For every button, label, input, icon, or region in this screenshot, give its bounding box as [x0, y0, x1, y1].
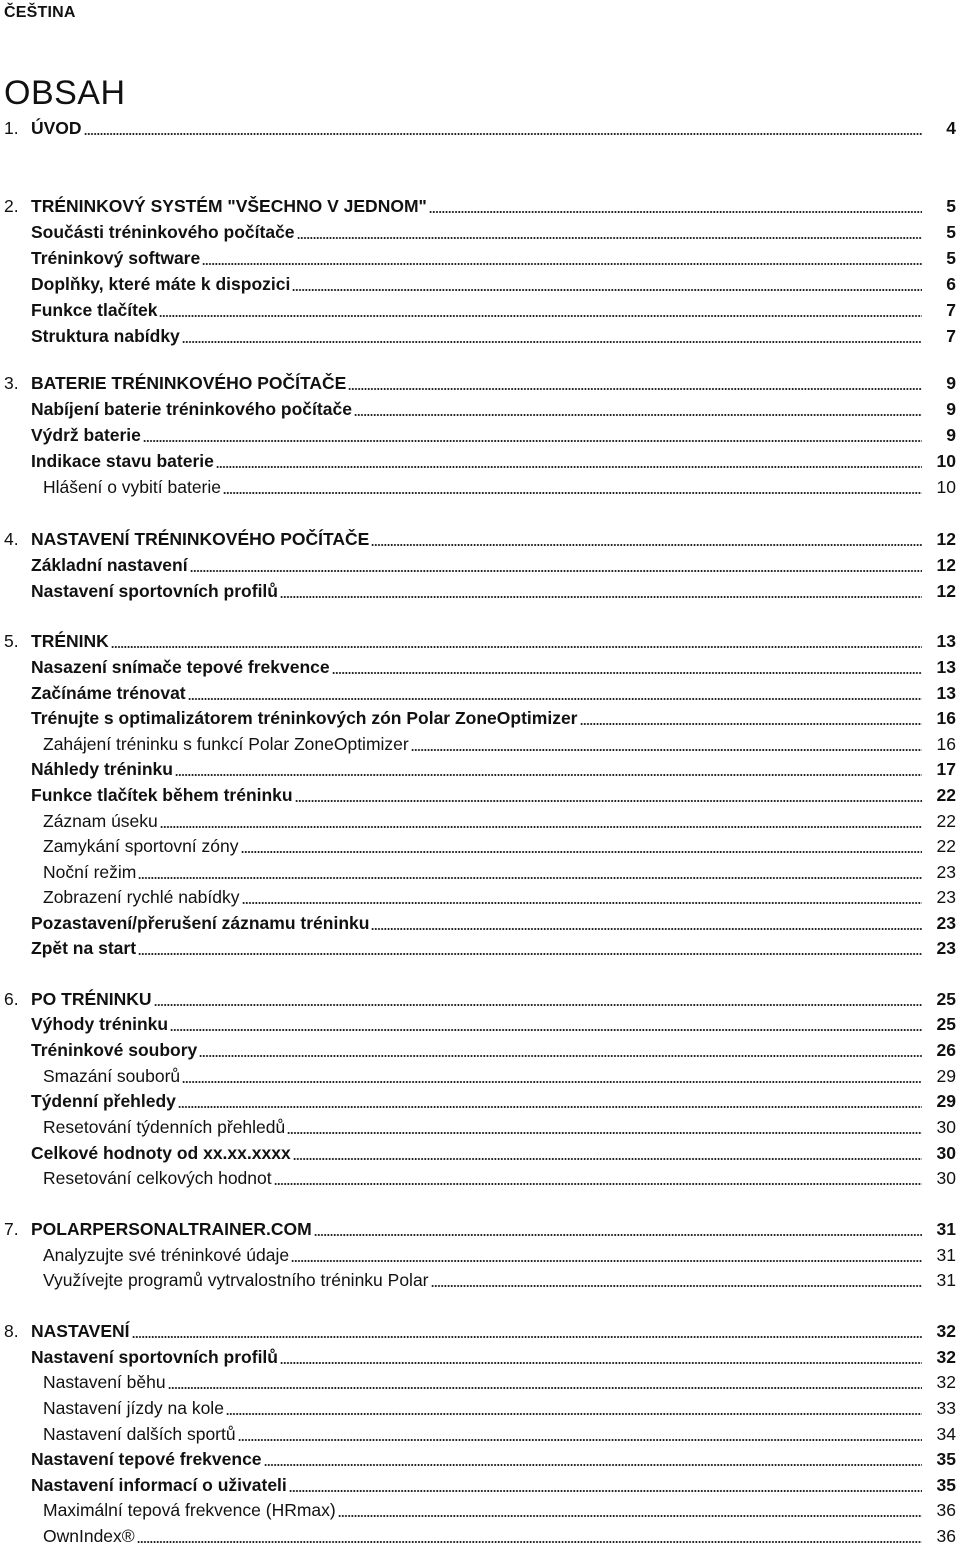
toc-entry-label: Nasazení snímače tepové frekvence [31, 657, 330, 677]
toc-entry-label: Resetování týdenních přehledů [43, 1117, 286, 1137]
toc-entry-page: 29 [936, 1066, 956, 1086]
toc-entry[interactable] [0, 1064, 960, 1088]
toc-entry-label: Pozastavení/přerušení záznamu tréninku [31, 913, 370, 933]
toc-entry-label: Součásti tréninkového počítače [31, 222, 295, 242]
toc-leader-dots [338, 1515, 922, 1517]
toc-entry-label: Hlášení o vybití baterie [43, 477, 222, 497]
toc-entry[interactable] [0, 1012, 960, 1036]
toc-entry-number: 6. [4, 989, 19, 1009]
toc-leader-dots [264, 1464, 922, 1466]
toc-entry-label: Nastavení sportovních profilů [31, 1347, 278, 1367]
toc-leader-dots [182, 341, 922, 343]
toc-entry[interactable] [0, 1319, 960, 1343]
toc-entry[interactable] [0, 527, 960, 551]
toc-entry[interactable] [0, 397, 960, 421]
toc-entry-page: 30 [936, 1143, 956, 1163]
toc-leader-dots [314, 1234, 922, 1236]
toc-entry-label: Zobrazení rychlé nabídky [43, 887, 240, 907]
toc-entry-label: NASTAVENÍ [31, 1321, 130, 1341]
toc-entry-label: Celkové hodnoty od xx.xx.xxxx [31, 1143, 291, 1163]
toc-entry-page: 25 [936, 989, 956, 1009]
toc-entry-label: Tréninkový software [31, 248, 201, 268]
toc-leader-dots [242, 902, 923, 904]
toc-entry-page: 13 [936, 657, 956, 677]
toc-leader-dots [111, 646, 922, 648]
toc-entry-page: 26 [936, 1040, 956, 1060]
toc-leader-dots [188, 698, 922, 700]
toc-entry[interactable] [0, 834, 960, 858]
toc-leader-dots [274, 1183, 922, 1185]
toc-entry-page: 33 [936, 1398, 956, 1418]
toc-entry-page: 7 [946, 326, 956, 346]
toc-entry-label: OwnIndex® [43, 1526, 135, 1546]
toc-leader-dots [431, 1285, 922, 1287]
toc-entry[interactable] [0, 655, 960, 679]
toc-entry[interactable] [0, 1217, 960, 1241]
toc-entry-page: 22 [936, 785, 956, 805]
toc-entry-page: 35 [936, 1475, 956, 1495]
toc-entry-page: 5 [946, 196, 956, 216]
toc-entry[interactable] [0, 1447, 960, 1471]
toc-entry-label: Funkce tlačítek během tréninku [31, 785, 293, 805]
toc-entry[interactable] [0, 1345, 960, 1369]
toc-entry-page: 12 [936, 581, 956, 601]
toc-entry[interactable] [0, 553, 960, 577]
toc-entry-page: 7 [946, 300, 956, 320]
toc-entry-number: 2. [4, 196, 19, 216]
toc-entry[interactable] [0, 1396, 960, 1420]
toc-entry[interactable] [0, 1166, 960, 1190]
toc-leader-dots [175, 774, 922, 776]
toc-entry-label: Začínáme trénovat [31, 683, 186, 703]
toc-entry-page: 31 [936, 1219, 956, 1239]
toc-entry-page: 22 [936, 811, 956, 831]
toc-entry[interactable] [0, 220, 960, 244]
toc-entry-label: Nastavení dalších sportů [43, 1424, 236, 1444]
toc-entry-page: 25 [936, 1014, 956, 1034]
toc-entry[interactable] [0, 423, 960, 447]
toc-leader-dots [143, 440, 922, 442]
toc-entry[interactable] [0, 475, 960, 499]
toc-leader-dots [293, 1158, 922, 1160]
toc-entry-page: 34 [936, 1424, 956, 1444]
toc-entry[interactable] [0, 324, 960, 348]
toc-leader-dots [289, 1490, 922, 1492]
toc-entry[interactable] [0, 936, 960, 960]
toc-leader-dots [297, 237, 922, 239]
toc-entry[interactable] [0, 1268, 960, 1292]
toc-entry-label: POLARPERSONALTRAINER.COM [31, 1219, 312, 1239]
toc-entry[interactable] [0, 1038, 960, 1062]
toc-entry-page: 9 [946, 399, 956, 419]
toc-entry-label: Náhledy tréninku [31, 759, 173, 779]
toc-leader-dots [371, 928, 922, 930]
toc-entry[interactable] [0, 681, 960, 705]
toc-entry-label: Maximální tepová frekvence (HRmax) [43, 1500, 336, 1520]
toc-entry-number: 7. [4, 1219, 19, 1239]
toc-leader-dots [159, 315, 922, 317]
toc-leader-dots [132, 1336, 922, 1338]
toc-leader-dots [580, 723, 923, 725]
toc-entry[interactable] [0, 579, 960, 603]
toc-entry-page: 12 [936, 529, 956, 549]
toc-entry-label: Nastavení běhu [43, 1372, 166, 1392]
toc-leader-dots [137, 1541, 922, 1543]
toc-entry[interactable] [0, 1115, 960, 1139]
toc-leader-dots [226, 1413, 922, 1415]
toc-entry-page: 32 [936, 1347, 956, 1367]
toc-leader-dots [354, 414, 922, 416]
toc-entry-page: 31 [936, 1270, 956, 1290]
toc-entry[interactable] [0, 1089, 960, 1113]
toc-entry-label: Nabíjení baterie tréninkového počítače [31, 399, 352, 419]
toc-entry-label: Využívejte programů vytrvalostního tréninku Polar [43, 1270, 429, 1290]
toc-leader-dots [138, 953, 922, 955]
toc-entry[interactable] [0, 911, 960, 935]
toc-entry[interactable] [0, 987, 960, 1011]
toc-entry-label: TRÉNINK [31, 631, 109, 651]
toc-entry-page: 36 [936, 1526, 956, 1546]
toc-leader-dots [411, 749, 922, 751]
toc-leader-dots [292, 289, 922, 291]
toc-entry[interactable] [0, 194, 960, 218]
toc-entry-page: 35 [936, 1449, 956, 1469]
toc-entry-page: 13 [936, 683, 956, 703]
toc-entry-page: 31 [936, 1245, 956, 1265]
toc-entry-number: 5. [4, 631, 19, 651]
toc-entry-page: 10 [936, 451, 956, 471]
toc-entry-label: Nastavení jízdy na kole [43, 1398, 224, 1418]
toc-entry-label: TRÉNINKOVÝ SYSTÉM "VŠECHNO V JEDNOM" [31, 196, 427, 216]
toc-entry[interactable] [0, 272, 960, 296]
toc-leader-dots [280, 1362, 922, 1364]
toc-entry[interactable] [0, 706, 960, 730]
toc-entry-page: 32 [936, 1372, 956, 1392]
toc-entry-page: 23 [936, 913, 956, 933]
toc-entry-page: 23 [936, 862, 956, 882]
toc-leader-dots [168, 1387, 922, 1389]
toc-leader-dots [429, 211, 922, 213]
toc-entry[interactable] [0, 860, 960, 884]
toc-entry[interactable] [0, 629, 960, 653]
language-label: ČEŠTINA [4, 4, 76, 21]
toc-entry[interactable] [0, 1498, 960, 1522]
toc-entry[interactable] [0, 246, 960, 270]
toc-entry-page: 30 [936, 1168, 956, 1188]
toc-entry-page: 9 [946, 373, 956, 393]
toc-entry-number: 3. [4, 373, 19, 393]
toc-leader-dots [241, 851, 923, 853]
toc-entry[interactable] [0, 757, 960, 781]
toc-entry-label: NASTAVENÍ TRÉNINKOVÉHO POČÍTAČE [31, 529, 370, 549]
toc-entry[interactable] [0, 1422, 960, 1446]
toc-entry[interactable] [0, 449, 960, 473]
toc-entry[interactable] [0, 1370, 960, 1394]
toc-entry-label: Struktura nabídky [31, 326, 180, 346]
toc-leader-dots [371, 544, 922, 546]
toc-entry-page: 17 [936, 759, 956, 779]
toc-entry[interactable] [0, 298, 960, 322]
toc-entry-page: 16 [936, 708, 956, 728]
toc-entry-number: 1. [4, 118, 19, 138]
toc-leader-dots [154, 1004, 922, 1006]
toc-leader-dots [295, 800, 922, 802]
toc-entry[interactable] [0, 116, 960, 140]
toc-leader-dots [291, 1260, 922, 1262]
toc-leader-dots [138, 877, 922, 879]
toc-entry-page: 16 [936, 734, 956, 754]
toc-entry-page: 29 [936, 1091, 956, 1111]
page-title: OBSAH [4, 74, 126, 112]
toc-entry[interactable] [0, 732, 960, 756]
toc-entry-page: 12 [936, 555, 956, 575]
toc-entry-page: 23 [936, 938, 956, 958]
toc-entry[interactable] [0, 1243, 960, 1267]
toc-entry-label: Týdenní přehledy [31, 1091, 176, 1111]
toc-leader-dots [170, 1029, 922, 1031]
toc-entry-label: ÚVOD [31, 118, 82, 138]
toc-entry-label: Výdrž baterie [31, 425, 141, 445]
toc-entry-page: 36 [936, 1500, 956, 1520]
toc-entry-label: Nastavení sportovních profilů [31, 581, 278, 601]
toc-entry[interactable] [0, 1473, 960, 1497]
toc-entry-label: Výhody tréninku [31, 1014, 169, 1034]
toc-leader-dots [238, 1439, 922, 1441]
toc-entry-label: Funkce tlačítek [31, 300, 158, 320]
toc-entry[interactable] [0, 1141, 960, 1165]
toc-entry-label: Zamykání sportovní zóny [43, 836, 239, 856]
toc-leader-dots [348, 388, 922, 390]
toc-entry-page: 23 [936, 887, 956, 907]
toc-entry-page: 13 [936, 631, 956, 651]
toc-leader-dots [223, 492, 922, 494]
toc-entry-label: Trénujte s optimalizátorem tréninkových zón Polar ZoneOptimizer [31, 708, 578, 728]
toc-entry-label: Noční režim [43, 862, 137, 882]
toc-entry-page: 5 [946, 222, 956, 242]
toc-leader-dots [216, 466, 922, 468]
toc-entry-page: 32 [936, 1321, 956, 1341]
toc-leader-dots [332, 672, 922, 674]
toc-entry-label: Tréninkové soubory [31, 1040, 198, 1060]
toc-leader-dots [160, 826, 922, 828]
toc-entry-page: 30 [936, 1117, 956, 1137]
toc-entry-label: Nastavení informací o uživateli [31, 1475, 287, 1495]
toc-entry-page: 10 [936, 477, 956, 497]
toc-leader-dots [182, 1081, 922, 1083]
toc-entry-page: 22 [936, 836, 956, 856]
toc-entry[interactable] [0, 783, 960, 807]
toc-entry-label: Nastavení tepové frekvence [31, 1449, 262, 1469]
toc-entry-page: 6 [946, 274, 956, 294]
toc-entry-page: 9 [946, 425, 956, 445]
toc-leader-dots [178, 1106, 922, 1108]
toc-entry-label: PO TRÉNINKU [31, 989, 152, 1009]
toc-entry-label: Smazání souborů [43, 1066, 181, 1086]
toc-entry-number: 4. [4, 529, 19, 549]
toc-entry-label: Zahájení tréninku s funkcí Polar ZoneOptimizer [43, 734, 409, 754]
toc-entry-number: 8. [4, 1321, 19, 1341]
toc-entry-label: Základní nastavení [31, 555, 188, 575]
toc-leader-dots [190, 570, 922, 572]
toc-entry-label: Zpět na start [31, 938, 137, 958]
toc-entry-label: Indikace stavu baterie [31, 451, 214, 471]
toc-entry-label: Doplňky, které máte k dispozici [31, 274, 291, 294]
toc-leader-dots [84, 133, 922, 135]
toc-leader-dots [280, 596, 922, 598]
toc-leader-dots [199, 1055, 922, 1057]
toc-entry[interactable] [0, 809, 960, 833]
toc-entry-label: Záznam úseku [43, 811, 158, 831]
toc-entry-page: 5 [946, 248, 956, 268]
toc-entry-page: 4 [946, 118, 956, 138]
toc-entry-label: BATERIE TRÉNINKOVÉHO POČÍTAČE [31, 373, 347, 393]
toc-entry[interactable] [0, 1524, 960, 1548]
toc-entry[interactable] [0, 371, 960, 395]
toc-entry-label: Analyzujte své tréninkové údaje [43, 1245, 290, 1265]
toc-entry[interactable] [0, 885, 960, 909]
toc-entry-label: Resetování celkových hodnot [43, 1168, 272, 1188]
toc-leader-dots [287, 1132, 922, 1134]
toc-leader-dots [202, 263, 922, 265]
